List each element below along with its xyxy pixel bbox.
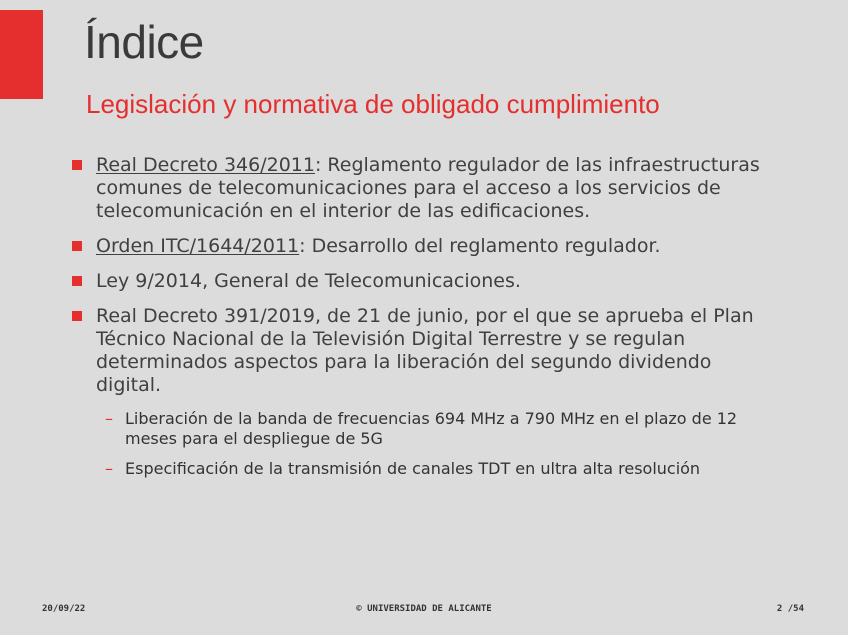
slide-subtitle: Legislación y normativa de obligado cumplimiento	[86, 89, 660, 119]
bullet-item	[72, 154, 782, 223]
bullet-text: Ley 9/2014, General de Telecomunicaciones.	[96, 270, 521, 292]
footer-date: 20/09/22	[42, 604, 86, 614]
bullet-item	[72, 305, 782, 479]
real-decreto-346-link[interactable]: Real Decreto 346/2011	[96, 154, 315, 176]
accent-bar	[0, 10, 43, 99]
bullet-item	[72, 270, 782, 293]
sub-item	[101, 409, 782, 449]
footer-institution: © UNIVERSIDAD DE ALICANTE	[356, 604, 492, 614]
sub-item	[101, 459, 782, 479]
square-bullet-icon	[72, 311, 82, 321]
sub-list	[101, 409, 782, 479]
orden-itc-link[interactable]: Orden ITC/1644/2011	[96, 235, 300, 257]
square-bullet-icon	[72, 160, 82, 170]
bullet-text: : Desarrollo del reglamento regulador.	[299, 235, 661, 257]
page-number: 2 /54	[776, 604, 804, 614]
square-bullet-icon	[72, 241, 82, 251]
bullet-text: Real Decreto 391/2019, de 21 de junio, por el que se aprueba el Plan Técnico Nacional de la Televisión Digital Terrestre y se regulan determinados aspectos para la liberación del segundo dividendo digital.	[96, 305, 754, 396]
dash-bullet-icon: –	[105, 409, 113, 428]
square-bullet-icon	[72, 276, 82, 286]
bullet-list	[72, 154, 782, 491]
bullet-item	[72, 235, 782, 258]
sub-item-text: Especificación de la transmisión de canales TDT en ultra alta resolución	[125, 459, 701, 478]
slide-title: Índice	[84, 16, 204, 68]
bullet-text: : Reglamento regulador de las infraestructuras comunes de telecomunicaciones para el acceso a los servicios de telecomunicación en el interior de las edificaciones.	[96, 154, 760, 222]
dash-bullet-icon: –	[105, 459, 113, 478]
sub-item-text: Liberación de la banda de frecuencias 694 MHz a 790 MHz en el plazo de 12 meses para el despliegue de 5G	[125, 409, 738, 448]
